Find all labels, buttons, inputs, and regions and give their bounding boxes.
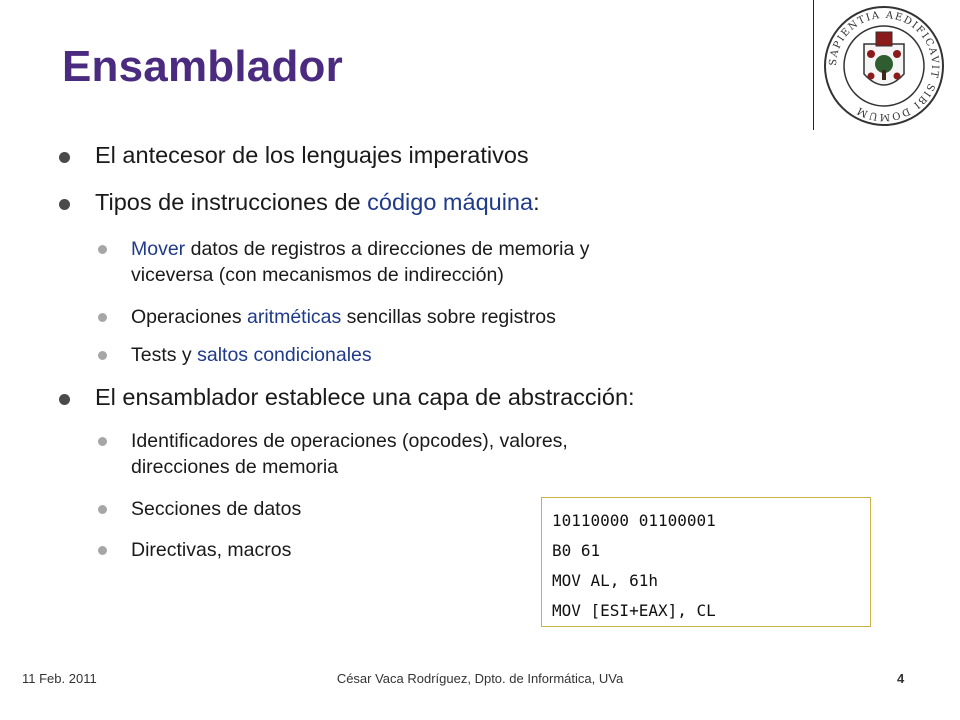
code-line-binary: 10110000 01100001 — [552, 511, 716, 530]
bullet-text: El antecesor de los lenguajes imperativos — [95, 142, 529, 168]
bullet-ensamblador-capa — [95, 384, 635, 411]
footer-author: César Vaca Rodríguez, Dpto. de Informática, UVa — [336, 671, 624, 686]
subbullet-identificadores — [131, 428, 781, 480]
subbullet-text: datos de registros a direcciones de memoria y — [185, 238, 590, 260]
footer-date: 11 Feb. 2011 — [22, 671, 97, 686]
subbullet-mover — [131, 236, 781, 288]
machine-code-example-box — [541, 497, 871, 627]
seal-motto: SAPIENTIA AEDIFICAVIT SIBI DOMUM — [827, 9, 941, 123]
bullet-text-pre: Tipos de instrucciones de — [95, 189, 368, 215]
highlight-saltos-condicionales: saltos condicionales — [197, 344, 372, 366]
subbullet-text-pre: Operaciones — [131, 306, 247, 328]
bullet-tipos-instrucciones — [95, 189, 540, 216]
subbullet-tests — [131, 342, 781, 368]
highlight-aritmeticas: aritméticas — [246, 306, 342, 328]
bullet-text-post: : — [533, 189, 540, 215]
bullet-antecesor — [95, 142, 529, 169]
subbullet-text: Directivas, macros — [131, 539, 292, 561]
bullet-text: El ensamblador establece una capa de abstracción: — [95, 384, 635, 410]
code-line-mov-esi: MOV [ESI+EAX], CL — [552, 601, 716, 620]
subbullet-text-post: sencillas sobre registros — [341, 306, 556, 328]
header-divider — [813, 0, 814, 130]
subbullet-text: Secciones de datos — [131, 498, 302, 520]
highlight-codigo-maquina: código máquina — [367, 189, 534, 215]
subbullet-text-line1: Identificadores de operaciones (opcodes), valores, — [131, 430, 568, 452]
code-line-hex: B0 61 — [552, 541, 601, 560]
subbullet-text-line2: viceversa (con mecanismos de indirección) — [131, 264, 504, 286]
highlight-mover: Mover — [131, 238, 186, 260]
code-line-mov-al: MOV AL, 61h — [552, 571, 658, 590]
slide-title: Ensamblador — [62, 42, 343, 91]
subbullet-text-pre: Tests y — [131, 344, 198, 366]
university-seal-logo — [822, 4, 946, 128]
footer-page-number: 4 — [897, 671, 905, 686]
subbullet-text-line2: direcciones de memoria — [131, 456, 339, 478]
subbullet-operaciones — [131, 304, 781, 330]
